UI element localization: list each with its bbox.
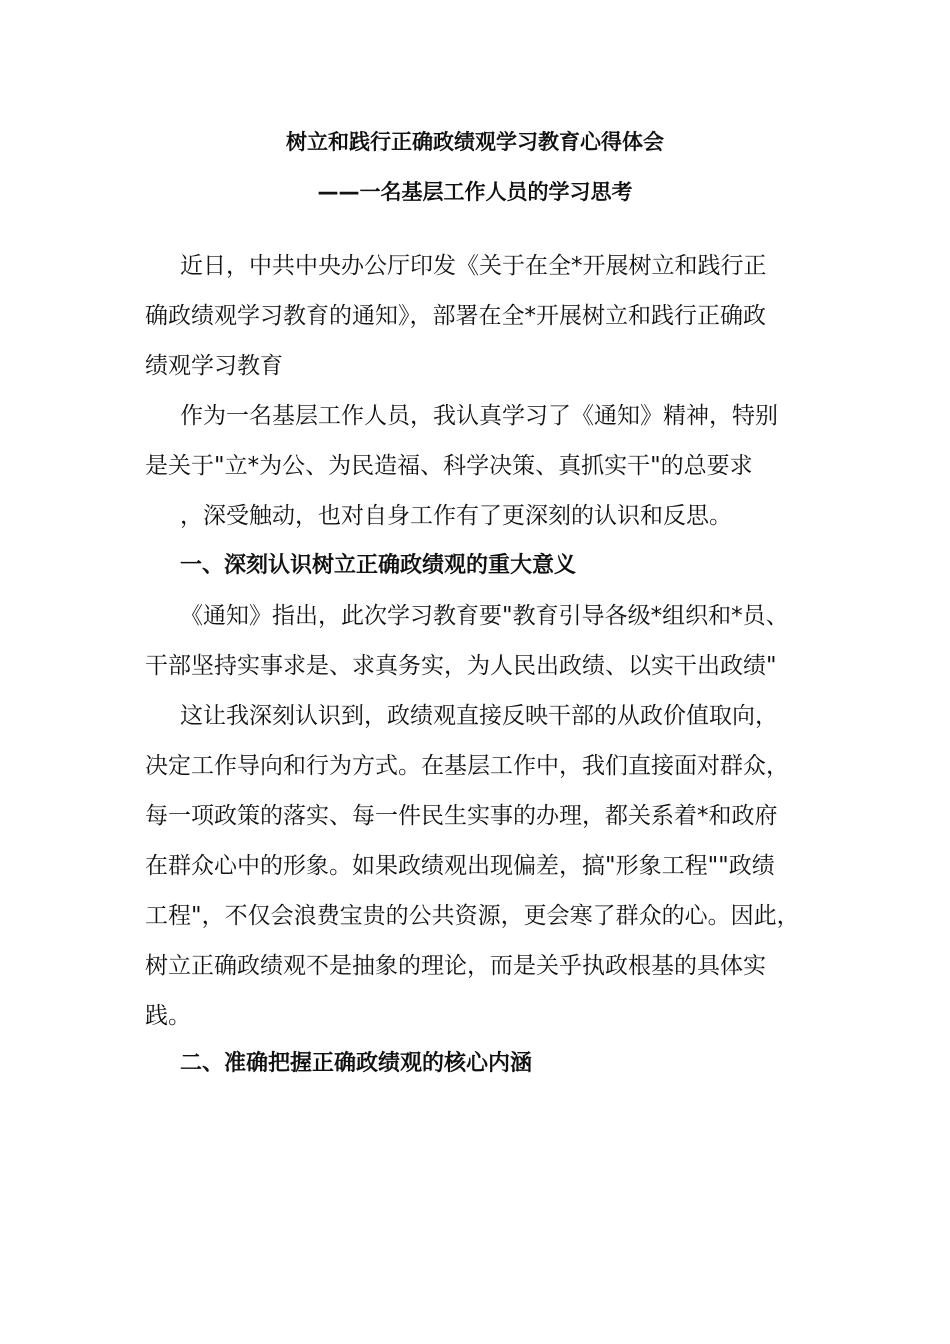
document-title: 树立和践行正确政绩观学习教育心得体会 (286, 130, 664, 154)
paragraph-line: 干部坚持实事求是、求真务实，为人民出政绩、以实干出政绩" (145, 653, 777, 679)
paragraph-line: 每一项政策的落实、每一件民生实事的办理，都关系着*和政府 (145, 803, 778, 829)
paragraph-line: ，深受触动，也对自身工作有了更深刻的认识和反思。 (180, 503, 732, 529)
document-subtitle: ——一名基层工作人员的学习思考 (317, 180, 633, 204)
paragraph-line: 确政绩观学习教育的通知》，部署在全*开展树立和践行正确政 (145, 303, 766, 329)
section-heading: 二、准确把握正确政绩观的核心内涵 (180, 1051, 533, 1076)
section-heading: 一、深刻认识树立正确政绩观的重大意义 (180, 553, 577, 578)
paragraph-line: 作为一名基层工作人员，我认真学习了《通知》精神，特别 (180, 403, 778, 429)
paragraph-line: 《通知》指出，此次学习教育要"教育引导各级*组织和*员、 (180, 603, 789, 629)
paragraph-line: 是关于"立*为公、为民造福、科学决策、真抓实干"的总要求 (145, 453, 753, 479)
paragraph-line: 工程"，不仅会浪费宝贵的公共资源，更会寒了群众的心。因此， (145, 903, 800, 929)
paragraph-line: 在群众心中的形象。如果政绩观出现偏差，搞"形象工程""政绩 (145, 853, 775, 879)
paragraph-line: 决定工作导向和行为方式。在基层工作中，我们直接面对群众， (145, 753, 789, 779)
paragraph-line: 这让我深刻认识到，政绩观直接反映干部的从政价值取向， (180, 703, 778, 729)
paragraph-line: 近日，中共中央办公厅印发《关于在全*开展树立和践行正 (180, 253, 767, 279)
paragraph-line: 践。 (145, 1003, 191, 1029)
paragraph-line: 树立正确政绩观不是抽象的理论，而是关乎执政根基的具体实 (145, 953, 766, 979)
paragraph-line: 绩观学习教育 (145, 353, 283, 379)
